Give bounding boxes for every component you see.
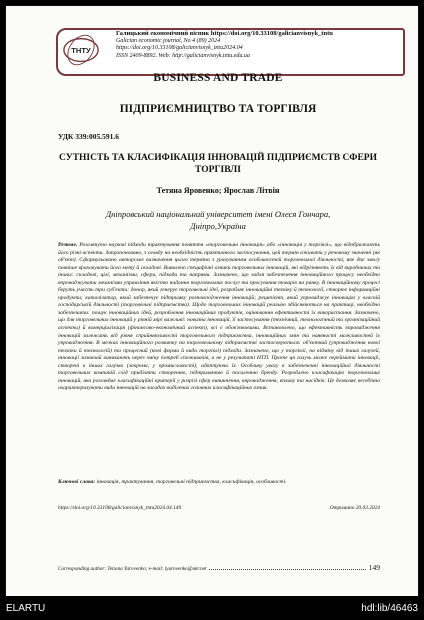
paper-page — [6, 6, 418, 596]
journal-info — [116, 30, 416, 60]
affiliation-line-2: Дніпро,Україна — [190, 220, 246, 231]
dotted-leader — [209, 568, 365, 570]
received-date: Отримано 20.03.2024 — [329, 505, 380, 511]
keywords-label: Ключові слова: — [58, 479, 96, 485]
footer-handle[interactable]: hdl:lib/46463 — [361, 603, 418, 614]
article-authors: Тетяна Яровенко; Ярослав Літвін — [156, 186, 280, 195]
journal-line-1: Галицький економічний вісник https://doi.org/10.33108/galicianvisnyk_tntu — [116, 30, 333, 37]
abstract-text: Розглянуто наукові підходи трактування поняття «торговельна інновація» або «інновація у торгівлі», що відображають його різні аспекти. Запропоновано, з огляду на необхідність практичного застосування, цей термін вживати у речовому значенні (як об'єкт). Сформульовано авторське визначення цього терміна з урахуванням особливостей торговельної діяльності, яке дає змогу повніше враховувати його мету й складові. Виявлено специфічні ознаки торговельних інновацій, які відрізняють їх від виробничих та інших: складові, цілі, механізми, сфери, підходи та напрями. Зазначено, що задля забезпечення інноваційного процесу необхідно впроваджувати механізми управління якістю надання торговельних послуг та просування товарів на ринку. В інноваційному процесі беруть участь три суб'єкти: донор, який генерує торговельні ідеї, розробляє інноваційні техніку й технології, створює інформаційні продукти; каталізатор, який забезпечує підтримку розповсюдження інновацій; реципієнт, який упроваджує інновацію у власній господарській діяльності (торговельні підприємства). Щодо торговельних інновацій реально здійснюються на практиці, необхідно забезпечити: пошук інноваційних ідей, розроблення інноваційних продуктів, оцінювання ефективності їх використання. Зазначено, що для торговельних інновацій у рівній мірі важливі: новизна інновацій, її застосування (технічний, технологічний та організаційний аспекти) й комерціалізація (фінансово-економічний аспект), всі є обов'язковими. Встановлено, що ефективність впровадження інновацій залежить від рівня сприйнятливості торговельного підприємства, інноваційних змін та наявності можливостей їх упровадження. В межах інноваційного розвитку на торговельному підприємстві застосовуються: об'єктний (упровадження нової техніки й технологій) та процесний (нові форми й види торгівлі) підходи. Зазначено, що у торгівлі, на відміну від інших галузей, інновації зазвичай виникають через зміну потреб споживачів, а не у результаті НТП. Проте ця галузь може переймати інновації, створені в інших галузях (зокрема, у промисловості), адаптуючи їх. Особливу увагу в забезпеченні інноваційної діяльності торговельних компаній слід приділяти створенню, підтриманню й посиленню бренду. Розроблено класифікацію торговельних інновацій, яка розглядає класифікаційні критерії у розрізі сфер виникнення, впровадження, впливу та насідків. Це дозволяє весебічно охарактеризувати види інновацій на засадах виділених головних класифікаційних ознак. — [58, 242, 380, 392]
affiliation — [6, 209, 418, 232]
footer-repository: ELARTU — [6, 603, 46, 614]
journal-line-2: Galician economic journal, No 4 (89) 2024 — [116, 37, 221, 44]
affiliation-line-1: Дніпровський національний університет імені Олеся Гончара, — [105, 209, 331, 219]
article-title: СУТНІСТЬ ТА КЛАСИФІКАЦІЯ ІННОВАЦІЙ ПІДПРИЄМСТВ СФЕРИ ТОРГІВЛІ — [59, 153, 377, 175]
corresponding-author: Corresponding author: Tetiana Yarovenko; e-mail: tyarovenko@ukr.net — [58, 566, 207, 572]
keywords-text: інновація, трактування, торговельні підприємства, класифікація, особливості. — [96, 479, 287, 485]
journal-line-3[interactable]: https://doi.org/10.33108/galicianvisnyk_tntu2024.04 — [116, 45, 243, 52]
keywords — [58, 479, 380, 487]
doi-row — [58, 505, 380, 511]
abstract — [58, 242, 380, 393]
section-title-ua: ПІДПРИЄМНИЦТВО ТА ТОРГІВЛЯ — [119, 103, 317, 115]
corresponding-author-row — [58, 563, 380, 572]
udk-code: УДК 339:005.591.6 — [58, 132, 119, 141]
journal-logo — [62, 31, 100, 69]
article-doi-link[interactable]: https://doi.org/10.33108/galicianvisnyk_tntu2024.04.149 — [58, 505, 182, 511]
journal-line-4[interactable]: ISSN 2409-8892. Web: http://galicianvisnyk.tntu.edu.ua — [116, 52, 250, 59]
abstract-label: Резюме. — [58, 242, 78, 248]
section-title-en: BUSINESS AND TRADE — [153, 72, 283, 84]
journal-logo-text: ТНТУ — [71, 45, 91, 55]
footer-bar — [0, 596, 424, 620]
page-number: 149 — [368, 563, 380, 572]
